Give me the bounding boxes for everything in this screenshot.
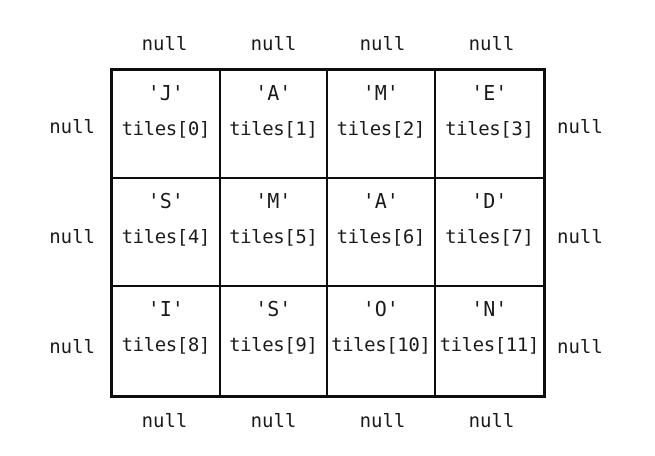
tile-cell-1 — [221, 71, 329, 179]
tiles-board — [110, 68, 546, 398]
null-label-top-1: null — [250, 33, 297, 55]
tile-cell-11 — [436, 287, 544, 395]
null-label-bottom-3: null — [468, 410, 515, 432]
tile-index: tiles[0] — [121, 118, 210, 140]
tile-cell-3 — [436, 71, 544, 179]
tile-cell-6 — [328, 179, 436, 287]
tile-letter: 'J' — [147, 81, 184, 105]
null-label-bottom-1: null — [250, 410, 297, 432]
tile-index: tiles[11] — [439, 334, 539, 356]
tile-index: tiles[2] — [336, 118, 425, 140]
tile-letter: 'O' — [362, 297, 399, 321]
tile-cell-7 — [436, 179, 544, 287]
tile-letter: 'A' — [362, 189, 399, 213]
tile-letter: 'E' — [471, 81, 508, 105]
tile-letter: 'S' — [255, 297, 292, 321]
tile-index: tiles[7] — [445, 226, 534, 248]
tile-letter: 'M' — [362, 81, 399, 105]
null-label-bottom-2: null — [359, 410, 406, 432]
null-label-top-0: null — [141, 33, 188, 55]
tile-cell-2 — [328, 71, 436, 179]
tile-index: tiles[10] — [331, 334, 431, 356]
tile-cell-10 — [328, 287, 436, 395]
tile-letter: 'A' — [255, 81, 292, 105]
tile-index: tiles[3] — [445, 118, 534, 140]
tile-cell-0 — [113, 71, 221, 179]
tile-letter: 'I' — [147, 297, 184, 321]
null-label-top-2: null — [359, 33, 406, 55]
null-label-top-3: null — [468, 33, 515, 55]
tile-letter: 'N' — [471, 297, 508, 321]
tile-index: tiles[4] — [121, 226, 210, 248]
tile-letter: 'D' — [471, 189, 508, 213]
null-label-right-1: null — [557, 226, 603, 248]
tile-index: tiles[5] — [229, 226, 318, 248]
null-label-right-0: null — [557, 116, 603, 138]
tile-letter: 'S' — [147, 189, 184, 213]
tile-index: tiles[1] — [229, 118, 318, 140]
tile-cell-4 — [113, 179, 221, 287]
tile-letter: 'M' — [255, 189, 292, 213]
tile-cell-8 — [113, 287, 221, 395]
null-label-left-0: null — [49, 116, 95, 138]
null-label-bottom-0: null — [141, 410, 188, 432]
tile-cell-5 — [221, 179, 329, 287]
tile-index: tiles[8] — [121, 334, 210, 356]
tile-cell-9 — [221, 287, 329, 395]
null-label-right-2: null — [557, 336, 603, 358]
tile-index: tiles[6] — [336, 226, 425, 248]
tile-index: tiles[9] — [229, 334, 318, 356]
null-label-left-1: null — [49, 226, 95, 248]
null-label-left-2: null — [49, 336, 95, 358]
